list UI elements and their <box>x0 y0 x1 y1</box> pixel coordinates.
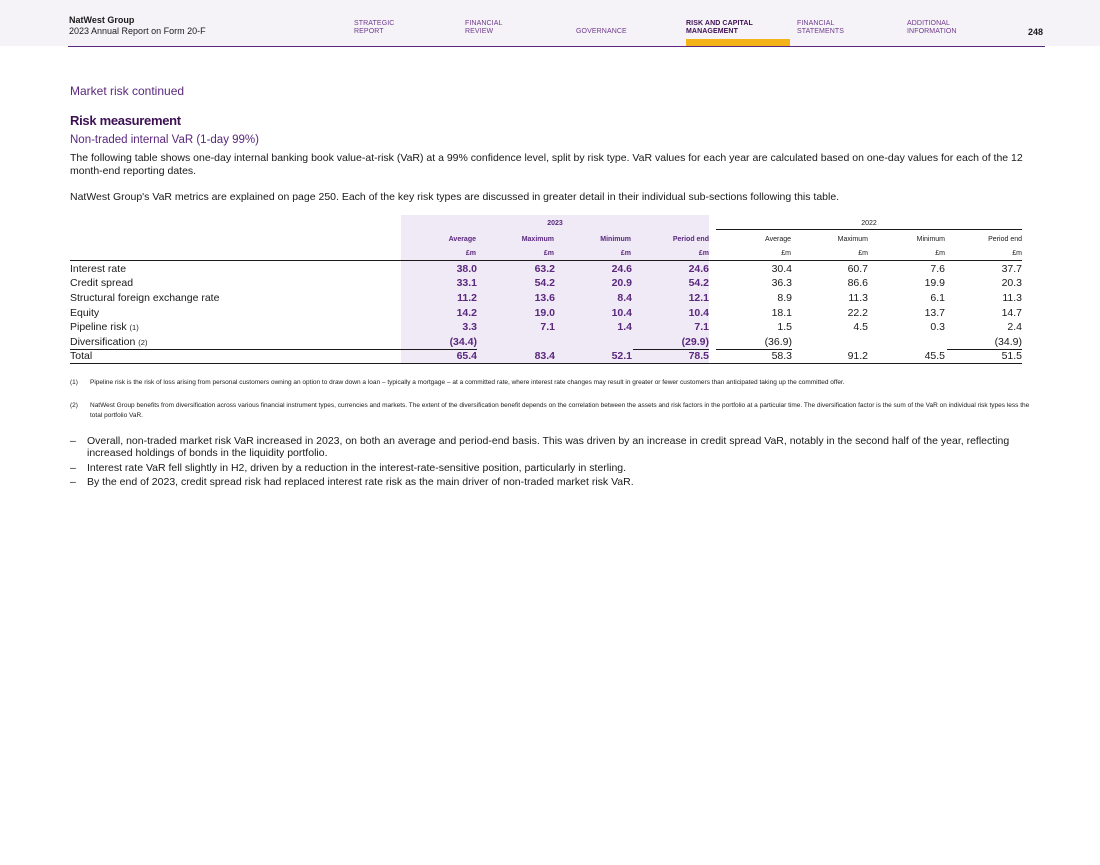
row-label: Total <box>70 350 93 362</box>
col-header-period-end-2022: Period end <box>988 236 1022 243</box>
value-cell: 38.0 <box>456 263 477 275</box>
row-label: Structural foreign exchange rate <box>70 292 220 304</box>
value-cell: 78.5 <box>688 350 709 362</box>
value-cell: 22.2 <box>847 307 868 319</box>
nav-label: RISK AND CAPITAL <box>686 20 753 27</box>
nav-label: INFORMATION <box>907 28 957 35</box>
header-rule <box>70 260 1022 261</box>
nav-financial-statements[interactable] <box>797 20 844 36</box>
footnote-ref[interactable]: (2) <box>138 338 148 347</box>
unit-header: £m <box>698 250 709 257</box>
value-cell: 13.6 <box>534 292 555 304</box>
col-header-period-end-2023: Period end <box>672 236 709 243</box>
nav-label: FINANCIAL <box>797 20 835 27</box>
footnote-number: (2) <box>70 402 78 409</box>
value-cell: 30.4 <box>771 263 792 275</box>
row-label <box>70 336 147 349</box>
col-header-maximum-2023: Maximum <box>521 236 554 243</box>
header-divider <box>68 46 1045 47</box>
value-cell: 14.2 <box>456 307 477 319</box>
footnote-text: NatWest Group benefits from diversification across various financial instrument types, currencies and markets. The extent of the diversification benefit depends on the correlation between the assets and risk factors in the portfolio at a particular time. The diversification factor is the sum of the VaR on individual risk types less the total portfolio VaR. <box>90 402 1030 419</box>
row-label-text: Diversification <box>70 336 136 348</box>
value-cell: 45.5 <box>924 350 945 362</box>
value-cell: 58.3 <box>771 350 792 362</box>
value-cell: 54.2 <box>534 277 555 289</box>
value-cell: 14.7 <box>1001 307 1022 319</box>
value-cell: 1.5 <box>777 321 792 333</box>
value-cell: 2.4 <box>1007 321 1022 333</box>
value-cell: 1.4 <box>617 321 632 333</box>
year-2023-header: 2023 <box>547 220 563 227</box>
year-2022-rule <box>716 229 1022 230</box>
value-cell: 83.4 <box>534 350 555 362</box>
intro-paragraph: The following table shows one-day internal banking book value-at-risk (VaR) at a 99% confidence level, split by risk type. VaR values for each year are calculated based on one-day values for each of the 12 month-end reporting dates. <box>70 152 1023 177</box>
bullet-text: By the end of 2023, credit spread risk had replaced interest rate risk as the main driver of non-traded market risk VaR. <box>87 476 634 488</box>
value-cell: 33.1 <box>456 277 477 289</box>
value-cell: 54.2 <box>688 277 709 289</box>
col-header-average-2023: Average <box>448 236 476 243</box>
row-label <box>70 321 139 334</box>
row-label: Credit spread <box>70 277 134 289</box>
value-cell: 10.4 <box>688 307 709 319</box>
nav-label: REVIEW <box>465 28 494 35</box>
bullet-marker: – <box>70 435 76 447</box>
value-cell: (36.9) <box>764 336 792 348</box>
value-cell: 65.4 <box>456 350 477 362</box>
unit-header: £m <box>935 250 945 257</box>
value-cell: 36.3 <box>771 277 792 289</box>
value-cell: 60.7 <box>847 263 868 275</box>
subheading: Non-traded internal VaR (1-day 99%) <box>70 134 259 146</box>
nav-label: REPORT <box>354 28 384 35</box>
value-cell: 52.1 <box>611 350 632 362</box>
unit-header: £m <box>858 250 868 257</box>
row-label-text: Pipeline risk <box>70 321 127 333</box>
value-cell: 12.1 <box>688 292 709 304</box>
value-cell: 8.4 <box>617 292 632 304</box>
company-name: NatWest Group <box>69 15 135 25</box>
value-cell: 24.6 <box>611 263 632 275</box>
page-heading: Risk measurement <box>70 113 181 128</box>
brand[interactable] <box>69 15 206 37</box>
value-cell: 63.2 <box>534 263 555 275</box>
page-number: 248 <box>1028 27 1044 37</box>
value-cell: (34.9) <box>994 336 1022 348</box>
value-cell: 19.0 <box>534 307 555 319</box>
unit-header: £m <box>620 250 631 257</box>
value-cell: 8.9 <box>777 292 792 304</box>
value-cell: 4.5 <box>853 321 868 333</box>
value-cell: 20.9 <box>611 277 632 289</box>
col-header-average-2022: Average <box>765 236 791 243</box>
bullet-text: Overall, non-traded market risk VaR increased in 2023, on both an average and period-end basis. This was driven by an increase in credit spread VaR, notably in the second half of the year, reflecting increased holdings of bonds in the liquidity portfolio. <box>87 435 1010 459</box>
value-cell: 19.9 <box>924 277 945 289</box>
nav-label: STRATEGIC <box>354 20 395 27</box>
footnote-text: Pipeline risk is the risk of loss arising from personal customers owning an option to draw down a loan – typically a mortgage – at a committed rate, where interest rate changes may result in greater or fewer customers than anticipated taking up the committed offer. <box>90 379 845 386</box>
unit-header: £m <box>543 250 554 257</box>
nav-financial-review[interactable] <box>465 20 502 36</box>
report-title: 2023 Annual Report on Form 20-F <box>69 26 206 36</box>
nav-label: ADDITIONAL <box>907 20 951 27</box>
value-cell: 18.1 <box>771 307 792 319</box>
section-label: Market risk continued <box>70 84 185 98</box>
nav-governance[interactable] <box>576 20 627 36</box>
value-cell: 7.6 <box>930 263 945 275</box>
unit-header: £m <box>781 250 791 257</box>
year-2022-header: 2022 <box>861 220 877 227</box>
row-label: Interest rate <box>70 263 127 275</box>
active-section-indicator <box>686 39 790 46</box>
value-cell: 91.2 <box>847 350 868 362</box>
nav-label: FINANCIAL <box>465 20 503 27</box>
footnote-number: (1) <box>70 379 78 386</box>
bullet-marker: – <box>70 476 76 488</box>
value-cell: 10.4 <box>611 307 632 319</box>
nav-label: MANAGEMENT <box>686 28 738 35</box>
row-label: Equity <box>70 307 100 319</box>
value-cell: 51.5 <box>1001 350 1022 362</box>
value-cell: 7.1 <box>540 321 555 333</box>
value-cell: (29.9) <box>681 336 709 348</box>
value-cell: 37.7 <box>1001 263 1022 275</box>
top-navigation-bar <box>0 0 1100 46</box>
nav-label <box>576 20 627 28</box>
value-cell: 6.1 <box>930 292 945 304</box>
value-cell: 24.6 <box>688 263 709 275</box>
nav-additional-information[interactable] <box>907 20 957 36</box>
value-cell: 20.3 <box>1001 277 1022 289</box>
value-cell: 7.1 <box>694 321 709 333</box>
value-cell: 11.3 <box>848 292 868 304</box>
value-cell: 11.2 <box>457 292 477 304</box>
nav-strategic-report[interactable] <box>354 20 394 36</box>
unit-header: £m <box>465 250 476 257</box>
bullet-marker: – <box>70 462 76 474</box>
value-cell: 0.3 <box>930 321 945 333</box>
value-cell: (34.4) <box>449 336 477 348</box>
intro-paragraph-2: NatWest Group's VaR metrics are explained on page 250. Each of the key risk types are discussed in greater detail in their individual sub-sections following this table. <box>70 191 840 203</box>
col-header-minimum-2023: Minimum <box>600 236 631 243</box>
unit-header: £m <box>1012 250 1022 257</box>
value-cell: 13.7 <box>924 307 945 319</box>
footnote-ref[interactable]: (1) <box>129 323 139 332</box>
value-cell: 86.6 <box>847 277 868 289</box>
bullet-text: Interest rate VaR fell slightly in H2, driven by a reduction in the interest-rate-sensitive position, particularly in sterling. <box>87 462 627 474</box>
col-header-minimum-2022: Minimum <box>916 236 945 243</box>
value-cell: 11.3 <box>1002 292 1022 304</box>
nav-label: GOVERNANCE <box>576 28 627 35</box>
value-cell: 3.3 <box>462 321 477 333</box>
col-header-maximum-2022: Maximum <box>837 236 868 243</box>
nav-risk-and-capital-management[interactable] <box>686 20 753 36</box>
nav-label: STATEMENTS <box>797 28 845 35</box>
table-bottom-rule <box>70 363 1022 364</box>
